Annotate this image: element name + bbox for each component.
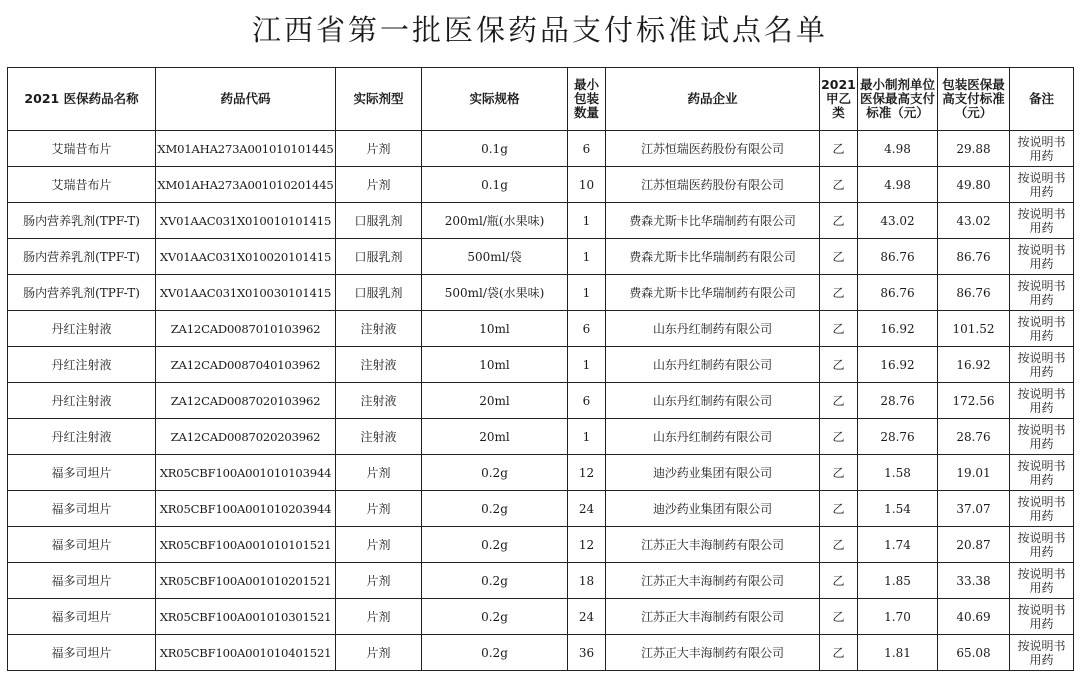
cell-drug-name: 福多司坦片: [8, 563, 156, 599]
cell-package-price-standard: 33.38: [938, 563, 1010, 599]
cell-category: 乙: [820, 347, 858, 383]
header-min-package-qty: 最小包装数量: [568, 68, 606, 131]
cell-specification: 20ml: [422, 383, 568, 419]
cell-min-package-qty: 1: [568, 203, 606, 239]
cell-remarks: 按说明书用药: [1010, 491, 1074, 527]
cell-drug-code: XR05CBF100A001010103944: [156, 455, 336, 491]
cell-specification: 500ml/袋(水果味): [422, 275, 568, 311]
cell-drug-code: XR05CBF100A001010203944: [156, 491, 336, 527]
cell-category: 乙: [820, 491, 858, 527]
cell-drug-name: 丹红注射液: [8, 419, 156, 455]
cell-drug-code: XV01AAC031X010030101415: [156, 275, 336, 311]
table-row: [8, 167, 1074, 203]
cell-unit-price-standard: 4.98: [858, 131, 938, 167]
cell-package-price-standard: 172.56: [938, 383, 1010, 419]
table-row: [8, 239, 1074, 275]
cell-manufacturer: 江苏恒瑞医药股份有限公司: [606, 167, 820, 203]
cell-remarks: 按说明书用药: [1010, 383, 1074, 419]
cell-min-package-qty: 12: [568, 527, 606, 563]
cell-drug-name: 丹红注射液: [8, 311, 156, 347]
cell-category: 乙: [820, 599, 858, 635]
cell-specification: 20ml: [422, 419, 568, 455]
cell-drug-code: XR05CBF100A001010301521: [156, 599, 336, 635]
header-manufacturer: 药品企业: [606, 68, 820, 131]
cell-package-price-standard: 37.07: [938, 491, 1010, 527]
cell-category: 乙: [820, 527, 858, 563]
cell-dosage-form: 注射液: [336, 383, 422, 419]
cell-unit-price-standard: 28.76: [858, 383, 938, 419]
cell-min-package-qty: 36: [568, 635, 606, 671]
cell-unit-price-standard: 16.92: [858, 347, 938, 383]
table-row: [8, 563, 1074, 599]
cell-category: 乙: [820, 383, 858, 419]
cell-remarks: 按说明书用药: [1010, 563, 1074, 599]
cell-min-package-qty: 6: [568, 131, 606, 167]
cell-min-package-qty: 1: [568, 275, 606, 311]
cell-manufacturer: 江苏恒瑞医药股份有限公司: [606, 131, 820, 167]
cell-dosage-form: 片剂: [336, 131, 422, 167]
cell-unit-price-standard: 16.92: [858, 311, 938, 347]
cell-package-price-standard: 49.80: [938, 167, 1010, 203]
cell-manufacturer: 费森尤斯卡比华瑞制药有限公司: [606, 239, 820, 275]
cell-manufacturer: 迪沙药业集团有限公司: [606, 455, 820, 491]
cell-remarks: 按说明书用药: [1010, 599, 1074, 635]
cell-unit-price-standard: 28.76: [858, 419, 938, 455]
cell-drug-code: XR05CBF100A001010201521: [156, 563, 336, 599]
cell-unit-price-standard: 86.76: [858, 239, 938, 275]
cell-unit-price-standard: 1.85: [858, 563, 938, 599]
cell-dosage-form: 片剂: [336, 563, 422, 599]
cell-specification: 0.2g: [422, 527, 568, 563]
cell-manufacturer: 山东丹红制药有限公司: [606, 419, 820, 455]
table-body: [8, 131, 1074, 671]
table-header-row: [8, 68, 1074, 131]
cell-min-package-qty: 6: [568, 383, 606, 419]
cell-remarks: 按说明书用药: [1010, 527, 1074, 563]
table-row: [8, 347, 1074, 383]
cell-drug-code: XM01AHA273A001010201445: [156, 167, 336, 203]
header-drug-name: 2021 医保药品名称: [8, 68, 156, 131]
cell-drug-name: 肠内营养乳剂(TPF-T): [8, 203, 156, 239]
cell-remarks: 按说明书用药: [1010, 635, 1074, 671]
cell-drug-name: 丹红注射液: [8, 347, 156, 383]
cell-manufacturer: 费森尤斯卡比华瑞制药有限公司: [606, 203, 820, 239]
cell-remarks: 按说明书用药: [1010, 275, 1074, 311]
cell-category: 乙: [820, 455, 858, 491]
cell-unit-price-standard: 1.58: [858, 455, 938, 491]
table-row: [8, 599, 1074, 635]
cell-drug-code: XM01AHA273A001010101445: [156, 131, 336, 167]
table-row: [8, 455, 1074, 491]
cell-specification: 0.2g: [422, 563, 568, 599]
header-drug-code: 药品代码: [156, 68, 336, 131]
cell-drug-name: 福多司坦片: [8, 527, 156, 563]
cell-drug-name: 肠内营养乳剂(TPF-T): [8, 275, 156, 311]
cell-specification: 0.1g: [422, 167, 568, 203]
cell-remarks: 按说明书用药: [1010, 455, 1074, 491]
cell-package-price-standard: 101.52: [938, 311, 1010, 347]
cell-min-package-qty: 10: [568, 167, 606, 203]
table-row: [8, 383, 1074, 419]
table-row: [8, 131, 1074, 167]
cell-package-price-standard: 43.02: [938, 203, 1010, 239]
cell-drug-code: ZA12CAD0087040103962: [156, 347, 336, 383]
cell-category: 乙: [820, 563, 858, 599]
cell-min-package-qty: 1: [568, 419, 606, 455]
table-row: [8, 635, 1074, 671]
cell-min-package-qty: 1: [568, 239, 606, 275]
cell-drug-name: 福多司坦片: [8, 599, 156, 635]
cell-category: 乙: [820, 239, 858, 275]
cell-remarks: 按说明书用药: [1010, 203, 1074, 239]
cell-specification: 0.2g: [422, 491, 568, 527]
table-row: [8, 203, 1074, 239]
cell-remarks: 按说明书用药: [1010, 167, 1074, 203]
cell-manufacturer: 山东丹红制药有限公司: [606, 347, 820, 383]
header-dosage-form: 实际剂型: [336, 68, 422, 131]
cell-dosage-form: 片剂: [336, 167, 422, 203]
cell-drug-name: 福多司坦片: [8, 455, 156, 491]
cell-dosage-form: 口服乳剂: [336, 275, 422, 311]
cell-specification: 0.2g: [422, 599, 568, 635]
cell-category: 乙: [820, 203, 858, 239]
table-row: [8, 527, 1074, 563]
cell-manufacturer: 山东丹红制药有限公司: [606, 383, 820, 419]
cell-min-package-qty: 1: [568, 347, 606, 383]
cell-drug-code: ZA12CAD0087020203962: [156, 419, 336, 455]
cell-drug-name: 肠内营养乳剂(TPF-T): [8, 239, 156, 275]
cell-unit-price-standard: 4.98: [858, 167, 938, 203]
cell-unit-price-standard: 86.76: [858, 275, 938, 311]
cell-specification: 0.2g: [422, 635, 568, 671]
cell-dosage-form: 片剂: [336, 527, 422, 563]
cell-drug-code: ZA12CAD0087020103962: [156, 383, 336, 419]
cell-package-price-standard: 16.92: [938, 347, 1010, 383]
cell-dosage-form: 片剂: [336, 635, 422, 671]
cell-package-price-standard: 19.01: [938, 455, 1010, 491]
table-row: [8, 275, 1074, 311]
cell-category: 乙: [820, 275, 858, 311]
cell-min-package-qty: 18: [568, 563, 606, 599]
cell-unit-price-standard: 43.02: [858, 203, 938, 239]
cell-manufacturer: 江苏正大丰海制药有限公司: [606, 635, 820, 671]
cell-drug-name: 丹红注射液: [8, 383, 156, 419]
cell-drug-name: 艾瑞昔布片: [8, 167, 156, 203]
cell-manufacturer: 江苏正大丰海制药有限公司: [606, 599, 820, 635]
cell-drug-code: ZA12CAD0087010103962: [156, 311, 336, 347]
cell-specification: 500ml/袋: [422, 239, 568, 275]
cell-package-price-standard: 29.88: [938, 131, 1010, 167]
page-title: 江西省第一批医保药品支付标准试点名单: [251, 13, 828, 47]
cell-manufacturer: 迪沙药业集团有限公司: [606, 491, 820, 527]
cell-unit-price-standard: 1.74: [858, 527, 938, 563]
cell-package-price-standard: 20.87: [938, 527, 1010, 563]
cell-package-price-standard: 40.69: [938, 599, 1010, 635]
cell-dosage-form: 片剂: [336, 599, 422, 635]
drug-list-table: [7, 67, 1074, 671]
header-specification: 实际规格: [422, 68, 568, 131]
cell-dosage-form: 注射液: [336, 347, 422, 383]
cell-min-package-qty: 24: [568, 491, 606, 527]
cell-unit-price-standard: 1.70: [858, 599, 938, 635]
cell-drug-name: 福多司坦片: [8, 491, 156, 527]
cell-min-package-qty: 12: [568, 455, 606, 491]
cell-dosage-form: 注射液: [336, 419, 422, 455]
header-unit-price-standard: 最小制剂单位医保最高支付标准（元）: [858, 68, 938, 131]
cell-specification: 200ml/瓶(水果味): [422, 203, 568, 239]
cell-dosage-form: 片剂: [336, 491, 422, 527]
cell-dosage-form: 口服乳剂: [336, 203, 422, 239]
table-row: [8, 491, 1074, 527]
cell-specification: 0.1g: [422, 131, 568, 167]
cell-drug-code: XV01AAC031X010020101415: [156, 239, 336, 275]
cell-remarks: 按说明书用药: [1010, 419, 1074, 455]
header-remarks: 备注: [1010, 68, 1074, 131]
cell-unit-price-standard: 1.81: [858, 635, 938, 671]
cell-manufacturer: 江苏正大丰海制药有限公司: [606, 527, 820, 563]
header-category: 2021甲乙类: [820, 68, 858, 131]
cell-remarks: 按说明书用药: [1010, 239, 1074, 275]
cell-specification: 10ml: [422, 347, 568, 383]
table-row: [8, 311, 1074, 347]
cell-remarks: 按说明书用药: [1010, 311, 1074, 347]
cell-drug-name: 艾瑞昔布片: [8, 131, 156, 167]
cell-drug-code: XV01AAC031X010010101415: [156, 203, 336, 239]
cell-drug-name: 福多司坦片: [8, 635, 156, 671]
cell-drug-code: XR05CBF100A001010101521: [156, 527, 336, 563]
cell-manufacturer: 山东丹红制药有限公司: [606, 311, 820, 347]
table-row: [8, 419, 1074, 455]
cell-dosage-form: 片剂: [336, 455, 422, 491]
cell-remarks: 按说明书用药: [1010, 347, 1074, 383]
cell-package-price-standard: 86.76: [938, 275, 1010, 311]
cell-package-price-standard: 86.76: [938, 239, 1010, 275]
cell-category: 乙: [820, 419, 858, 455]
cell-specification: 10ml: [422, 311, 568, 347]
cell-manufacturer: 江苏正大丰海制药有限公司: [606, 563, 820, 599]
cell-category: 乙: [820, 167, 858, 203]
cell-category: 乙: [820, 311, 858, 347]
cell-category: 乙: [820, 635, 858, 671]
cell-min-package-qty: 24: [568, 599, 606, 635]
cell-drug-code: XR05CBF100A001010401521: [156, 635, 336, 671]
header-package-price-standard: 包装医保最高支付标准（元）: [938, 68, 1010, 131]
cell-min-package-qty: 6: [568, 311, 606, 347]
cell-manufacturer: 费森尤斯卡比华瑞制药有限公司: [606, 275, 820, 311]
cell-package-price-standard: 28.76: [938, 419, 1010, 455]
cell-specification: 0.2g: [422, 455, 568, 491]
cell-package-price-standard: 65.08: [938, 635, 1010, 671]
cell-category: 乙: [820, 131, 858, 167]
cell-dosage-form: 口服乳剂: [336, 239, 422, 275]
cell-dosage-form: 注射液: [336, 311, 422, 347]
cell-remarks: 按说明书用药: [1010, 131, 1074, 167]
cell-unit-price-standard: 1.54: [858, 491, 938, 527]
